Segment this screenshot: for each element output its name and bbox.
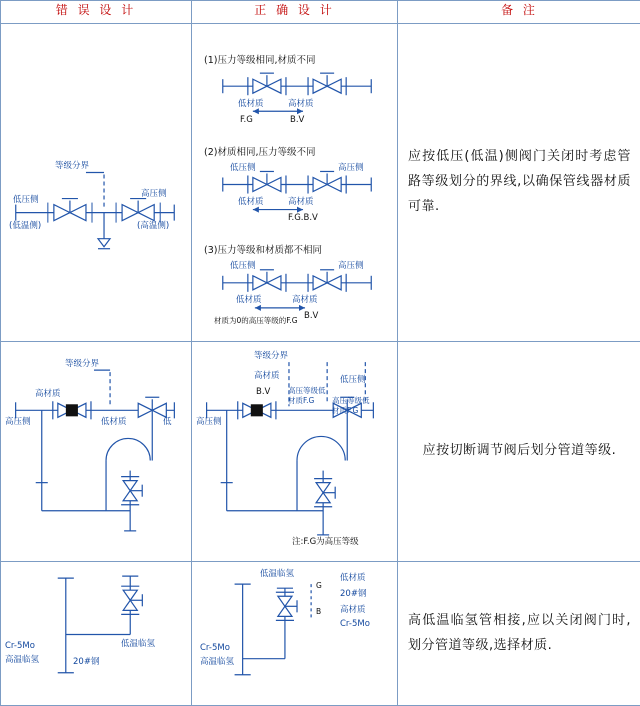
row1-correct-g1-label-1: 高压侧 [338,164,364,173]
row3-correct-label-8: B [316,608,321,616]
row2-wrong-label-3: 低材质 [101,418,127,427]
table-body [1,24,640,706]
row1-correct-cell [192,24,398,342]
row1-correct-diagram [192,24,397,341]
row1-wrong-label-3: 高压侧 [141,190,167,199]
row1-remark-text: 应按低压(低温)侧阀门关闭时考虑管路等级划分的界线,以确保管线器材质可靠. [408,145,631,219]
row2-correct-label-3: 低压侧 [340,376,366,385]
row2-remark-text: 应按切断调节阀后划分管道等级. [423,439,617,464]
row2-wrong-cell [1,342,192,562]
row1-correct-g2-label-2: 低材质 [236,296,262,305]
row3-correct-svg [192,562,397,705]
row3-correct-label-2: 20#钢 [340,590,366,599]
row1-correct-group-1-title: (2)材质相同,压力等级不同 [204,148,315,158]
row1-wrong-label-2: (低温侧) [9,222,41,231]
row3-wrong-svg [1,562,191,705]
row3-wrong-label-0: Cr-5Mo [5,642,35,651]
row2-correct-label-1: 高材质 [254,372,280,381]
row2-correct-label-5: 高压等级低材质F.G [288,386,326,406]
row2-wrong-label-2: 高材质 [35,390,61,399]
row2-correct-label-0: 等级分界 [254,352,288,361]
row1-wrong-label-4: (高温侧) [137,222,169,231]
row1-correct-g0-label-2: F.G [240,116,253,125]
row2-correct-cell [192,342,398,562]
row1-wrong-svg [1,24,191,341]
row1-wrong-label-1: 低压侧 [13,196,39,205]
row1-correct-g0-label-3: B.V [290,116,304,125]
row3-wrong-label-2: 20#钢 [73,658,99,667]
row3-remark-wrapper [398,562,640,705]
row2-remark-wrapper [398,342,640,561]
row2-wrong-label-4: 低 [163,418,172,427]
row2-wrong-label-0: 等级分界 [65,360,99,369]
row1-correct-g1-label-3: 高材质 [288,198,314,207]
table-header [1,1,640,24]
row3-wrong-cell [1,562,192,706]
row1-correct-g2-label-3: 高材质 [292,296,318,305]
row3-remark-text: 高低温临氢管相接,应以关闭阀门时,划分管道等级,选择材质. [408,609,631,658]
row1-correct-g0-label-0: 低材质 [238,100,264,109]
column-header-correct: 正 确 设 计 [192,1,398,24]
row3-correct-label-5: Cr-5Mo [200,644,230,653]
row2-correct-svg [192,342,397,561]
row1-correct-g2-label-4: B.V [304,312,318,321]
row3-correct-label-7: G [316,582,322,590]
column-header-wrong: 错 误 设 计 [1,1,192,24]
row2-remark-cell [398,342,640,562]
row2-wrong-svg [1,342,191,561]
row1-remark-wrapper [398,24,640,341]
table-row [1,24,640,342]
row1-wrong-diagram [1,24,191,341]
row1-correct-g1-label-4: F.G.B.V [288,214,318,223]
row3-correct-label-3: 高材质 [340,606,366,615]
row2-wrong-diagram [1,342,191,561]
row1-correct-g1-label-0: 低压侧 [230,164,256,173]
row1-correct-group-0-title: (1)压力等级相同,材质不同 [204,56,315,66]
row1-correct-group-2-title: (3)压力等级和材质都不相同 [204,246,322,256]
row3-correct-label-4: Cr-5Mo [340,620,370,629]
row1-correct-svg [192,24,397,341]
row2-correct-label-4: B.V [256,388,270,397]
row3-correct-cell [192,562,398,706]
table-row [1,342,640,562]
table-row [1,562,640,706]
row3-correct-label-0: 低温临氢 [260,570,294,579]
row2-correct-diagram [192,342,397,561]
row2-correct-label-6: 高压等级低材质F.G [332,396,372,416]
row3-correct-label-1: 低材质 [340,574,366,583]
row3-remark-cell [398,562,640,706]
row1-correct-g2-label-0: 低压侧 [230,262,256,271]
row3-wrong-diagram [1,562,191,705]
row3-correct-diagram [192,562,397,705]
row1-correct-g2-label-1: 高压侧 [338,262,364,271]
row1-correct-g1-label-2: 低材质 [238,198,264,207]
column-header-remark: 备 注 [398,1,640,24]
row1-wrong-label-0: 等级分界 [55,162,89,171]
row2-correct-label-2: 高压侧 [196,418,222,427]
row1-wrong-cell [1,24,192,342]
row3-wrong-label-3: 低温临氢 [121,640,155,649]
row2-wrong-label-1: 高压侧 [5,418,31,427]
row3-wrong-label-1: 高温临氢 [5,656,39,665]
row1-remark-cell [398,24,640,342]
row2-correct-label-7: 注:F.G为高压等级 [292,538,359,547]
row1-correct-g2-label-5: 材质为0的高压等级的F.G [214,316,314,326]
row1-correct-g0-label-1: 高材质 [288,100,314,109]
row3-correct-label-6: 高温临氢 [200,658,234,667]
